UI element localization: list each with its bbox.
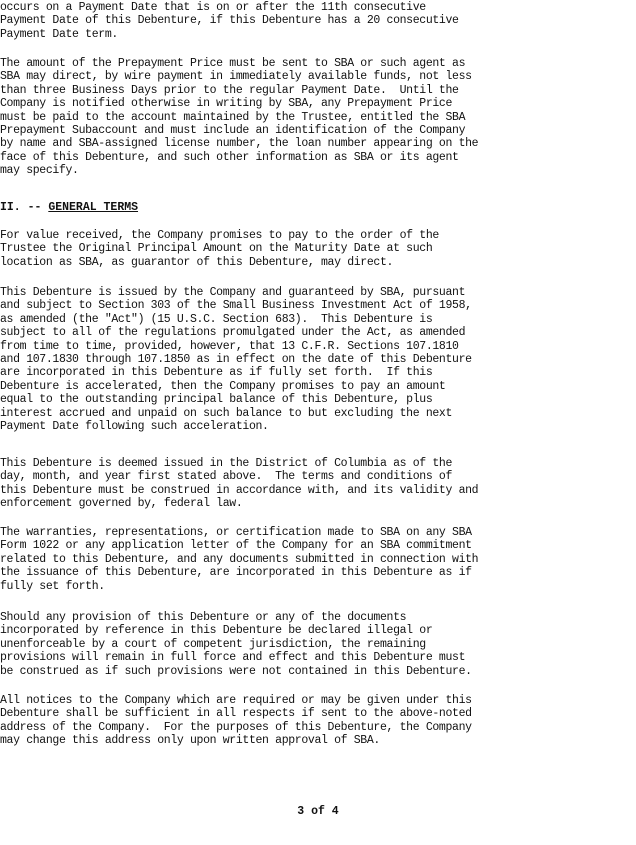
section-number: II. -- <box>0 201 49 214</box>
issuance-paragraph: This Debenture is issued by the Company and guaranteed by SBA, pursuant and subject to Section 303 of the Small Business Investment Act of 1958, as amended (the "Act") (15 U.S.C. Section 683). This Debenture is subject to all of the regulations promulgated under the Act, as amended from time to time, provided, however, that 13 C.F.R. Sections 107.1810 and 107.1830 through 107.1850 as in effect on the date of this Debenture are incorporated in this Debenture as if fully set forth. If this Debenture is accelerated, then the Company promises to pay an amount equal to the outstanding principal balance of this Debenture, plus interest accrued and unpaid on such balance to but excluding the next Payment Date following such acceleration. <box>0 286 472 434</box>
section-heading <box>0 201 138 214</box>
warranties-paragraph: The warranties, representations, or certification made to SBA on any SBA Form 1022 or any application letter of the Company for an SBA commitment related to this Debenture, and any documents submitted in connection with the issuance of this Debenture, are incorporated in this Debenture as if fully set forth. <box>0 526 479 593</box>
governing-law-paragraph: This Debenture is deemed issued in the District of Columbia as of the day, month, and year first stated above. The terms and conditions of this Debenture must be construed in accordance with, and its validity and enforcement governed by, federal law. <box>0 457 479 511</box>
section-title: GENERAL TERMS <box>48 201 139 214</box>
prepayment-price-paragraph: The amount of the Prepayment Price must be sent to SBA or such agent as SBA may direct, by wire payment in immediately available funds, not less than three Business Days prior to the regular Payment Date. Until the Company is notified otherwise in writing by SBA, any Prepayment Price must be paid to the account maintained by the Trustee, entitled the SBA Prepayment Subaccount and must include an identification of the Company by name and SBA-assigned license number, the loan number appearing on the face of this Debenture, and such other information as SBA or its agent may specify. <box>0 57 479 178</box>
page-number: 3 of 4 <box>297 805 339 818</box>
continued-prepayment-paragraph: occurs on a Payment Date that is on or after the 11th consecutive Payment Date of this Debenture, if this Debenture has a 20 consecutive Payment Date term. <box>0 1 459 41</box>
severability-paragraph: Should any provision of this Debenture or any of the documents incorporated by reference in this Debenture be declared illegal or unenforceable by a court of competent jurisdiction, the remaining provisions will remain in full force and effect and this Debenture must be construed as if such provisions were not contained in this Debenture. <box>0 611 472 678</box>
value-received-paragraph: For value received, the Company promises to pay to the order of the Trustee the Original Principal Amount on the Maturity Date at such location as SBA, as guarantor of this Debenture, may direct. <box>0 229 439 269</box>
notices-paragraph: All notices to the Company which are required or may be given under this Debenture shall be sufficient in all respects if sent to the above-noted address of the Company. For the purposes of this Debenture, the Company may change this address only upon written approval of SBA. <box>0 694 472 748</box>
